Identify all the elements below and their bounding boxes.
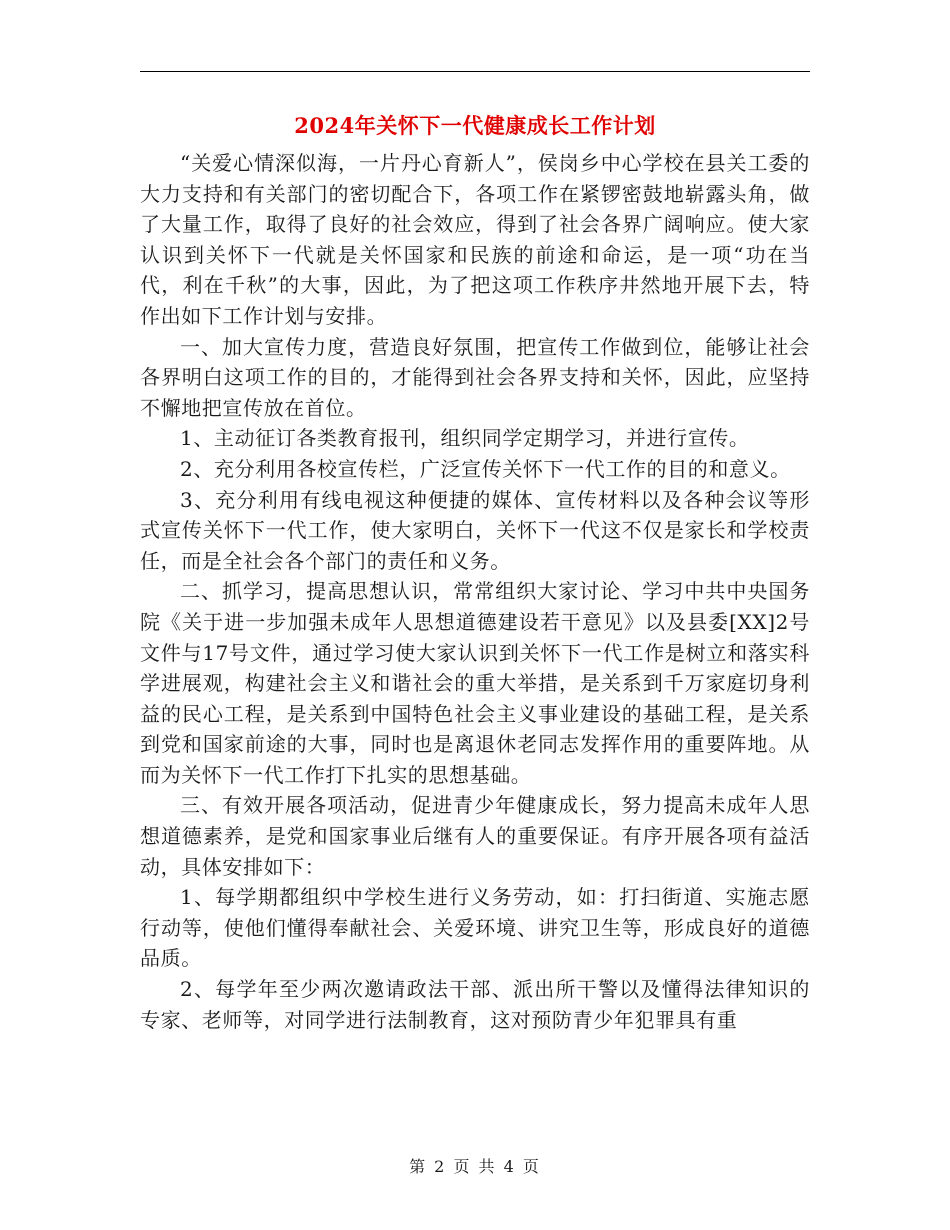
paragraph-section-1: 一、加大宣传力度，营造良好氛围，把宣传工作做到位，能够让社会各界明白这项工作的目的，才能得到社会各界支持和关怀，因此，应坚持不懈地把宣传放在首位。 — [140, 334, 810, 420]
paragraph-item-1-1: 1、主动征订各类教育报刊，组织同学定期学习，并进行宣传。 — [180, 426, 750, 451]
paragraph-intro: “关爱心情深似海，一片丹心育新人”，侯岗乡中心学校在县关工委的大力支持和有关部门的密切配合下，各项工作在紧锣密鼓地崭露头角，做了大量工作，取得了良好的社会效应，得到了社会各界广阔响应。使大家认识到关怀下一代就是关怀国家和民族的前途和命运，是一项“功在当代，利在千秋”的大事，因此，为了把这项工作秩序井然地开展下去，特作出如下工作计划与安排。 — [140, 151, 810, 328]
paragraph-item-1-3: 3、充分利用有线电视这种便捷的媒体、宣传材料以及各种会议等形式宣传关怀下一代工作，使大家明白，关怀下一代这不仅是家长和学校责任，而是全社会各个部门的责任和义务。 — [140, 487, 810, 573]
paragraph-item-3-2: 2、每学年至少两次邀请政法干部、派出所干警以及懂得法律知识的专家、老师等，对同学进行法制教育，这对预防青少年犯罪具有重 — [140, 977, 810, 1032]
document-body — [140, 148, 810, 1035]
paragraph-section-2: 二、抓学习，提高思想认识，常常组织大家讨论、学习中共中央国务院《关于进一步加强未成年人思想道德建设若干意见》以及县委[XX]2号文件与17号文件，通过学习使大家认识到关怀下一代工作是树立和落实科学进展观，构建社会主义和谐社会的重大举措，是关系到千万家庭切身利益的民心工程，是关系到中国特色社会主义事业建设的基础工程，是关系到党和国家前途的大事，同时也是离退休老同志发挥作用的重要阵地。从而为关怀下一代工作打下扎实的思想基础。 — [140, 579, 810, 787]
paragraph-item-1-2: 2、充分利用各校宣传栏，广泛宣传关怀下一代工作的目的和意义。 — [180, 456, 791, 481]
document-title: 2024年关怀下一代健康成长工作计划 — [294, 113, 656, 138]
page-number-footer: 第 2 页 共 4 页 — [409, 1157, 541, 1176]
header-rule — [140, 71, 810, 72]
paragraph-item-3-1: 1、每学期都组织中学校生进行义务劳动，如：打扫街道、实施志愿行动等，使他们懂得奉献社会、关爱环境、讲究卫生等，形成良好的道德品质。 — [140, 885, 810, 971]
paragraph-section-3: 三、有效开展各项活动，促进青少年健康成长，努力提高未成年人思想道德素养，是党和国家事业后继有人的重要保证。有序开展各项有益活动，具体安排如下： — [140, 793, 810, 879]
